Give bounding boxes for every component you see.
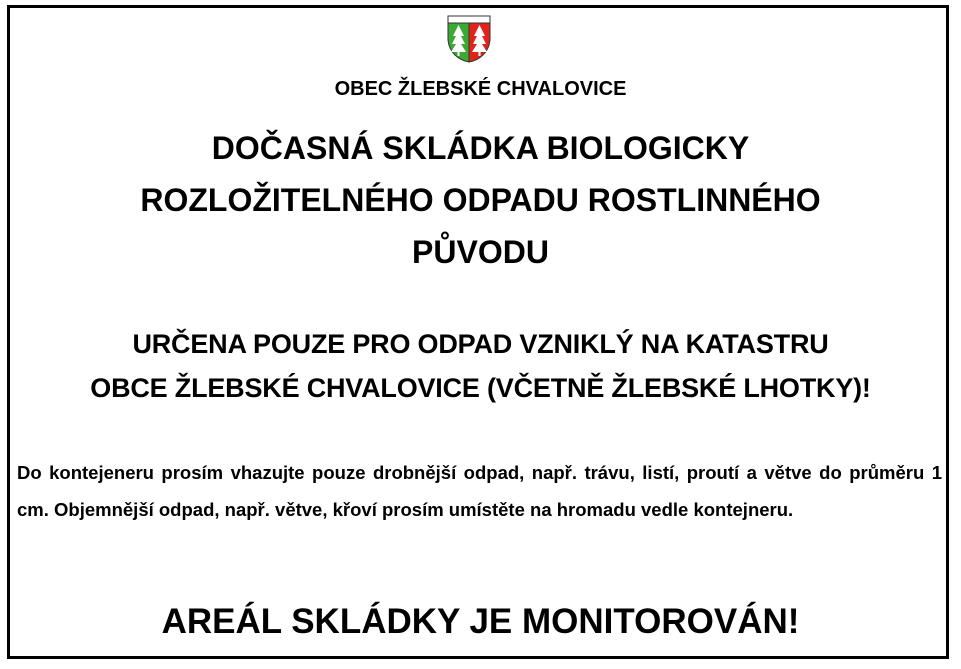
restriction-notice	[20, 322, 941, 410]
municipality-name: OBEC ŽLEBSKÉ CHVALOVICE	[334, 78, 627, 100]
restriction-line: OBCE ŽLEBSKÉ CHVALOVICE (VČETNĚ ŽLEBSKÉ LHOTKY)!	[90, 373, 871, 403]
title-line: ROZLOŽITELNÉHO ODPADU ROSTLINNÉHO	[140, 182, 821, 218]
title-line: DOČASNÁ SKLÁDKA BIOLOGICKY	[211, 130, 750, 166]
municipal-coat-of-arms-icon	[446, 14, 492, 64]
restriction-line: URČENA POUZE PRO ODPAD VZNIKLÝ NA KATASTRU	[132, 329, 829, 359]
notice-title	[60, 122, 901, 278]
monitoring-warning: AREÁL SKLÁDKY JE MONITOROVÁN!	[161, 602, 800, 641]
disposal-instructions: Do kontejeneru prosím vhazujte pouze drobnější odpad, např. trávu, listí, proutí a větve do průměru 1 cm. Objemnější odpad, např. větve, křoví prosím umístěte na hromadu vedle kontejneru.	[17, 462, 942, 520]
title-line: PŮVODU	[412, 234, 549, 270]
